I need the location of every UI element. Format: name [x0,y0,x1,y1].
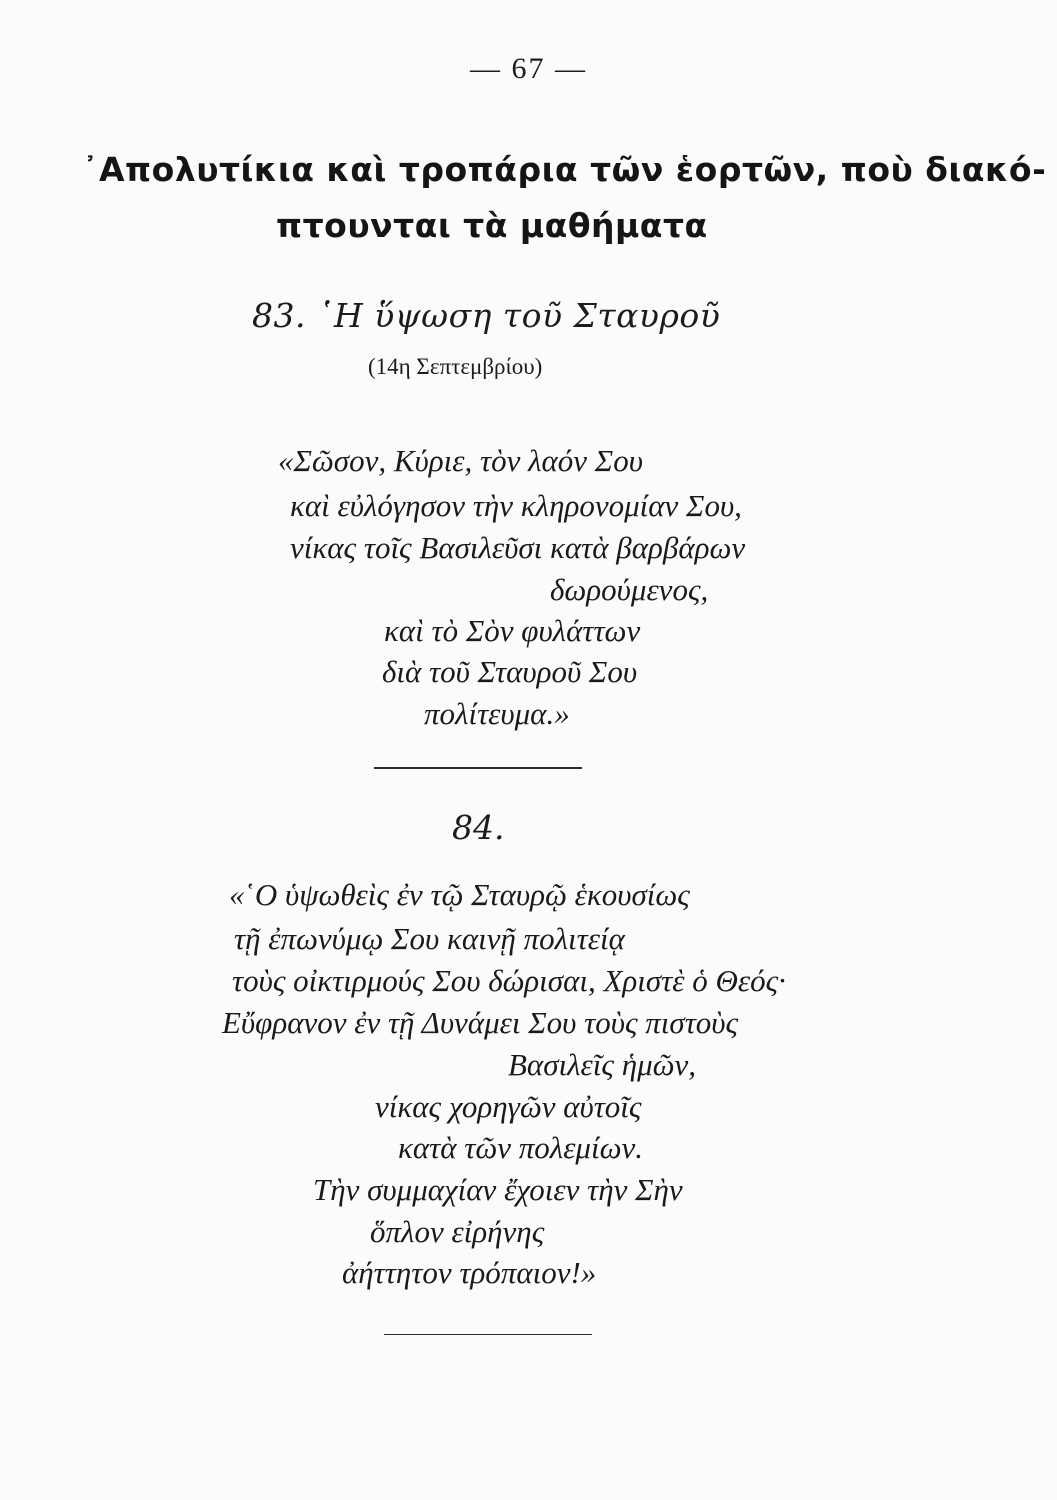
hymn-84-line: κατὰ τῶν πολεμίων. [398,1130,644,1165]
hymn-83-line: νίκας τοῖς Βασιλεῦσι κατὰ βαρβάρων [290,530,746,565]
hymn-84-line: Τὴν συμμαχίαν ἔχοιεν τὴν Σὴν [313,1172,683,1207]
hymn-84-line: Εὔφρανον ἐν τῇ Δυνάμει Σου τοὺς πιστοὺς [222,1005,739,1040]
section-divider [374,767,582,769]
hymn-83-line: καὶ τὸ Σὸν φυλάττων [384,613,641,648]
hymn-84-title: 84. [452,808,505,847]
bleed-through-decoration [700,250,706,276]
hymn-83-line: διὰ τοῦ Σταυροῦ Σου [382,654,638,689]
hymn-83-line: πολίτευμα.» [424,696,570,731]
section-heading-line-2: πτουνται τὰ μαθήματα [276,206,708,245]
hymn-83-line: καὶ εὐλόγησον τὴν κληρονομίαν Σου, [290,488,742,523]
hymn-83-title: 83. ῾Η ὕψωση τοῦ Σταυροῦ [252,296,721,335]
hymn-83-line: δωρούμενος, [550,572,709,607]
hymn-83-line: «Σῶσον, Κύριε, τὸν λαόν Σου [278,443,643,478]
hymn-84-line: νίκας χορηγῶν αὐτοῖς [375,1089,642,1124]
page-number: — 67 — [470,52,587,85]
hymn-84-line: ἀήττητον τρόπαιον!» [342,1255,597,1290]
hymn-84-line: «῾Ο ὑψωθεὶς ἐν τῷ Σταυρῷ ἑκουσίως [229,877,690,912]
hymn-84-line: ὅπλον εἰρήνης [370,1214,545,1249]
hymn-84-line: τῇ ἐπωνύμῳ Σου καινῇ πολιτείᾳ [234,921,625,956]
hymn-84-line: Βασιλεῖς ἡμῶν, [508,1047,697,1082]
footer-rule [384,1334,592,1335]
hymn-83-date: (14η Σεπτεμβρίου) [368,354,543,379]
hymn-84-line: τοὺς οἰκτιρμούς Σου δώρισαι, Χριστὲ ὁ Θεός· [232,963,786,998]
section-heading-line-1: ᾿Απολυτίκια καὶ τροπάρια τῶν ἑορτῶν, ποὺ διακό- [82,150,1047,189]
